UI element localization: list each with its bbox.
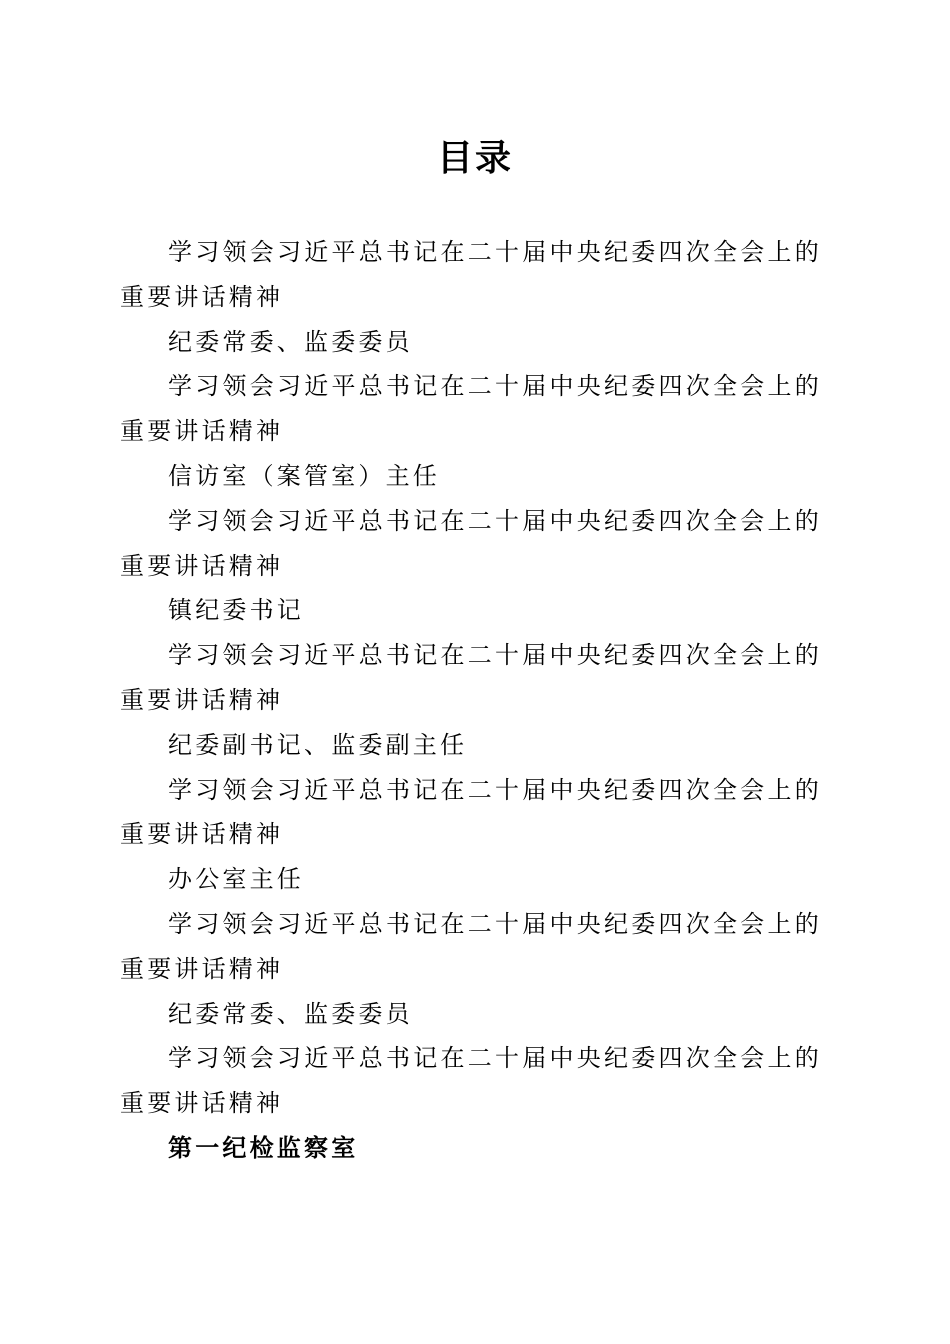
toc-entry-text: 学习领会习近平总书记在二十届中央纪委四次全会上的重要讲话精神 xyxy=(120,506,822,580)
toc-entry-author xyxy=(120,320,822,365)
toc-entry-author xyxy=(120,723,822,768)
toc-entry-text: 学习领会习近平总书记在二十届中央纪委四次全会上的重要讲话精神 xyxy=(120,909,822,983)
toc-entry-speech-topic xyxy=(120,364,822,454)
toc-entry-speech-topic xyxy=(120,633,822,723)
toc-entry-text: 信访室（案管室）主任 xyxy=(168,461,440,490)
toc-entry-author xyxy=(120,857,822,902)
toc-entry-author xyxy=(120,1126,822,1171)
table-of-contents xyxy=(120,230,822,1171)
page-title: 目录 xyxy=(436,137,513,179)
toc-entry-text: 纪委常委、监委委员 xyxy=(168,999,413,1028)
toc-entry-speech-topic xyxy=(120,768,822,858)
toc-entry-text: 学习领会习近平总书记在二十届中央纪委四次全会上的重要讲话精神 xyxy=(120,641,822,714)
toc-entry-text: 纪委常委、监委委员 xyxy=(168,327,413,356)
toc-entry-text: 学习领会习近平总书记在二十届中央纪委四次全会上的重要讲话精神 xyxy=(120,1044,822,1118)
toc-entry-speech-topic xyxy=(120,902,822,992)
toc-entry-text: 学习领会习近平总书记在二十届中央纪委四次全会上的重要讲话精神 xyxy=(120,238,822,311)
toc-entry-text: 学习领会习近平总书记在二十届中央纪委四次全会上的重要讲话精神 xyxy=(120,372,822,446)
toc-entry-author xyxy=(120,992,822,1037)
toc-entry-author xyxy=(120,588,822,633)
toc-entry-speech-topic xyxy=(120,1036,822,1126)
toc-entry-text: 办公室主任 xyxy=(168,865,304,894)
toc-entry-speech-topic xyxy=(120,499,822,589)
toc-entry-speech-topic xyxy=(120,230,822,320)
toc-entry-text: 镇纪委书记 xyxy=(168,596,304,625)
toc-entry-text: 第一纪检监察室 xyxy=(168,1132,359,1162)
toc-entry-text: 纪委副书记、监委副主任 xyxy=(168,730,468,759)
toc-entry-author xyxy=(120,454,822,499)
toc-entry-text: 学习领会习近平总书记在二十届中央纪委四次全会上的重要讲话精神 xyxy=(120,775,822,849)
